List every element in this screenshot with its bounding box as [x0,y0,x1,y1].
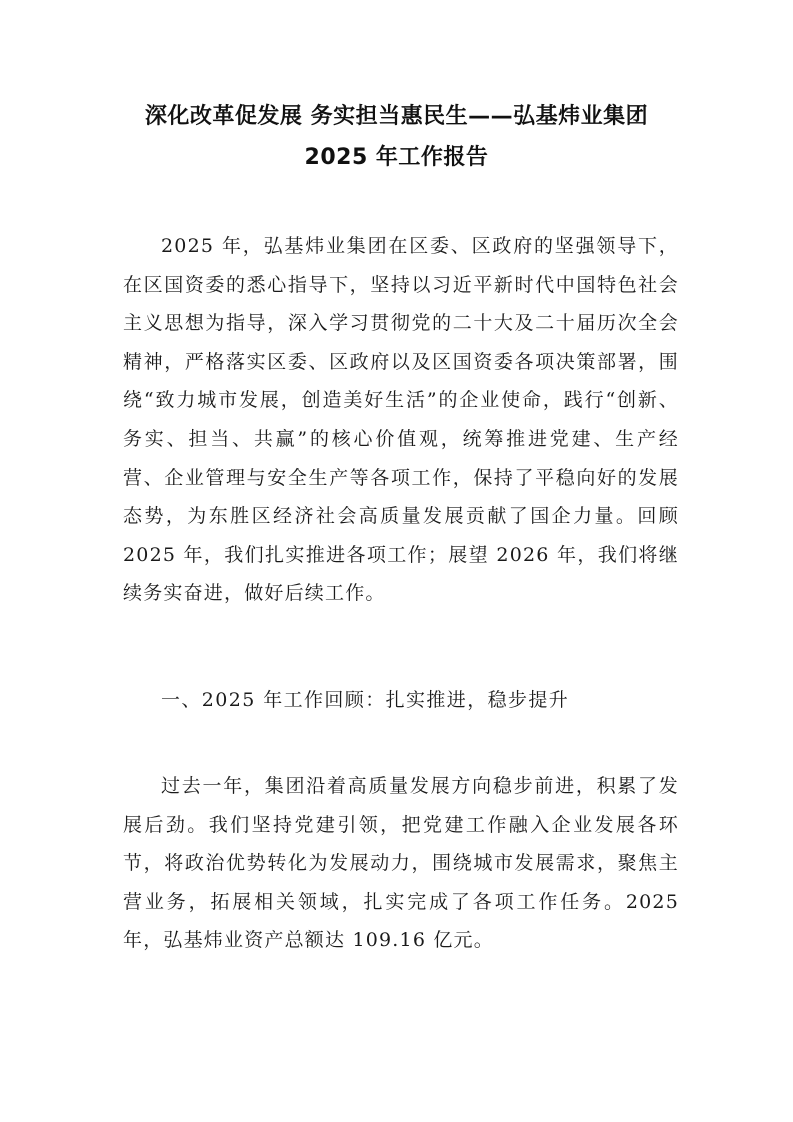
document-title-line-2: 2025 年工作报告 [304,145,489,170]
intro-paragraph: 2025 年，弘基炜业集团在区委、区政府的坚强领导下，在区国资委的悉心指导下，坚持以习近平新时代中国特色社会主义思想为指导，深入学习贯彻党的二十大及二十届历次全会精神，严格落实区委、区政府以及区国资委各项决策部署，围绕“致力城市发展，创造美好生活”的企业使命，践行“创新、务实、担当、共赢”的核心价值观，统筹推进党建、生产经营、企业管理与安全生产等各项工作，保持了平稳向好的发展态势，为东胜区经济社会高质量发展贡献了国企力量。回顾 2025 年，我们扎实推进各项工作；展望 2026 年，我们将继续务实奋进，做好后续工作。 [123,235,679,605]
document-title-line-1: 深化改革促发展 务实担当惠民生——弘基炜业集团 [144,104,649,129]
review-paragraph: 过去一年，集团沿着高质量发展方向稳步前进，积累了发展后劲。我们坚持党建引领，把党建工作融入企业发展各环节，将政治优势转化为发展动力，围绕城市发展需求，聚焦主营业务，拓展相关领域，扎实完成了各项工作任务。2025 年，弘基炜业资产总额达 109.16 亿元。 [123,775,679,952]
section-heading-review: 一、2025 年工作回顾：扎实推进，稳步提升 [161,689,570,711]
